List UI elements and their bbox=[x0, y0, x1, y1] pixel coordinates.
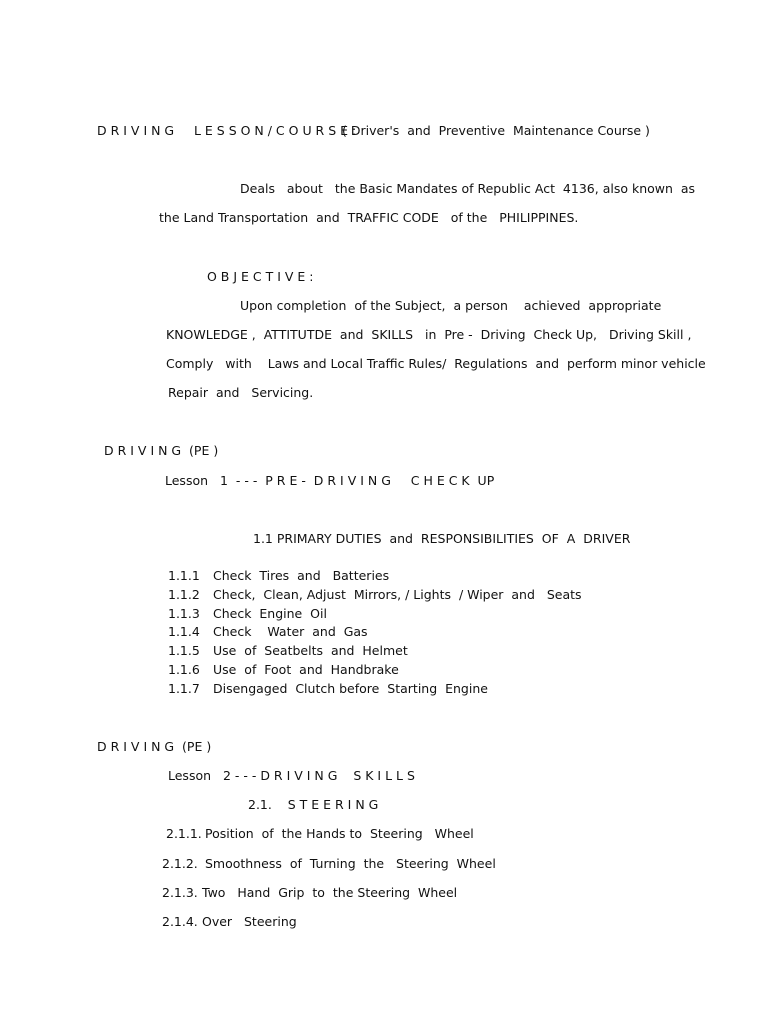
list-item-text: Check Engine Oil bbox=[213, 606, 327, 621]
list-item-number: 2.1.1. bbox=[166, 826, 202, 841]
list-item-text: Check, Clean, Adjust Mirrors, / Lights / Wiper and Seats bbox=[213, 587, 582, 602]
section1-heading: D R I V I N G (PE ) bbox=[104, 443, 219, 458]
list-item-text: Check Water and Gas bbox=[213, 624, 368, 639]
list-item-text: Use of Foot and Handbrake bbox=[213, 662, 399, 677]
list-item-text: Two Hand Grip to the Steering Wheel bbox=[202, 885, 458, 900]
course-heading-sub: ( Driver's and Preventive Maintenance Course ) bbox=[342, 123, 650, 138]
list-item-text: Disengaged Clutch before Starting Engine bbox=[213, 681, 488, 696]
list-item-number: 1.1.4 bbox=[168, 624, 200, 639]
objective-heading: O B J E C T I V E : bbox=[207, 269, 314, 284]
intro-line-2: the Land Transportation and TRAFFIC CODE of the PHILIPPINES. bbox=[159, 210, 579, 225]
section2-heading: D R I V I N G (PE ) bbox=[97, 739, 212, 754]
list-item-text: Use of Seatbelts and Helmet bbox=[213, 643, 408, 658]
list-item-number: 1.1.5 bbox=[168, 643, 200, 658]
objective-line-1: Upon completion of the Subject, a person achieved appropriate bbox=[240, 298, 662, 313]
section2-subheading: 2.1. S T E E R I N G bbox=[248, 797, 379, 812]
list-item-text: Check Tires and Batteries bbox=[213, 568, 390, 583]
list-item-number: 1.1.1 bbox=[168, 568, 200, 583]
list-item-text: Over Steering bbox=[202, 914, 297, 929]
section1-subheading: 1.1 PRIMARY DUTIES and RESPONSIBILITIES OF A DRIVER bbox=[253, 531, 631, 546]
list-item-number: 2.1.4. bbox=[162, 914, 198, 929]
list-item-number: 1.1.2 bbox=[168, 587, 200, 602]
list-item-number: 1.1.6 bbox=[168, 662, 200, 677]
course-heading-label: D R I V I N G L E S S O N / C O U R S E : bbox=[97, 123, 357, 138]
list-item-number: 2.1.3. bbox=[162, 885, 198, 900]
objective-line-2: KNOWLEDGE , ATTITUTDE and SKILLS in Pre - Driving Check Up, Driving Skill , bbox=[166, 327, 692, 342]
list-item-number: 2.1.2. bbox=[162, 856, 198, 871]
objective-line-4: Repair and Servicing. bbox=[168, 385, 314, 400]
intro-line-1: Deals about the Basic Mandates of Republic Act 4136, also known as bbox=[240, 181, 696, 196]
list-item-text: Smoothness of Turning the Steering Wheel bbox=[205, 856, 496, 871]
section2-lesson: Lesson 2 - - - D R I V I N G S K I L L S bbox=[168, 768, 415, 783]
list-item-number: 1.1.3 bbox=[168, 606, 200, 621]
section1-lesson: Lesson 1 - - - P R E - D R I V I N G C H E C K UP bbox=[165, 473, 495, 488]
objective-line-3: Comply with Laws and Local Traffic Rules/ Regulations and perform minor vehicle bbox=[166, 356, 706, 371]
list-item-number: 1.1.7 bbox=[168, 681, 200, 696]
list-item-text: Position of the Hands to Steering Wheel bbox=[205, 826, 474, 841]
